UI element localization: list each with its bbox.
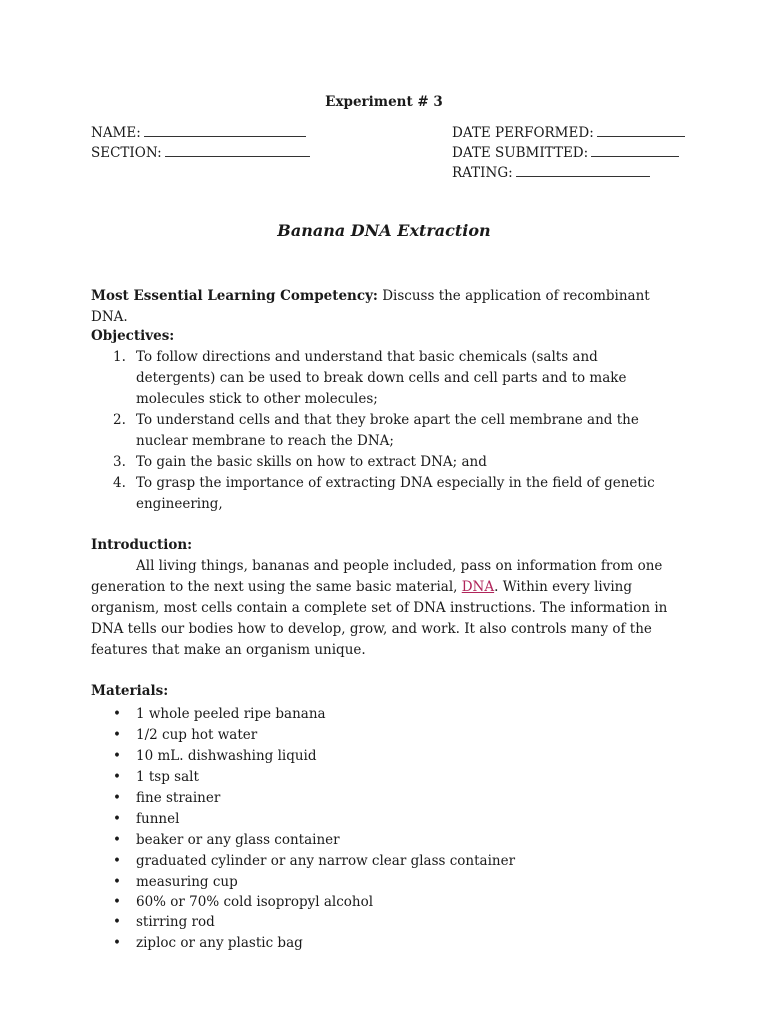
material-item [91,872,681,893]
rating-blank [516,164,650,177]
date-performed-field [452,124,685,141]
material-item [91,933,681,954]
introduction-text: All living things, bananas and people included, pass on information from one generation to the next using the same basic material, [91,558,663,595]
material-text: stirring rod [136,914,215,930]
bullet: • [113,748,121,764]
section-blank [165,144,310,157]
objective-text: To grasp the importance of extracting DNA especially in the field of genetic engineering, [136,475,655,512]
introduction-section [91,535,681,661]
rating-label: RATING: [452,165,513,181]
material-text: ziploc or any plastic bag [136,935,303,951]
material-text: 1/2 cup hot water [136,727,258,743]
section-field [91,144,310,161]
name-field [91,124,306,141]
materials-heading: Materials: [91,683,169,699]
material-text: fine strainer [136,790,221,806]
bullet: • [113,853,121,869]
bullet: • [113,706,121,722]
section-label: SECTION: [91,145,162,161]
bullet: • [113,811,121,827]
material-text: 60% or 70% cold isopropyl alcohol [136,894,374,910]
name-blank [144,124,306,137]
material-item [91,912,681,933]
material-text: measuring cup [136,874,238,890]
introduction-text-continued: . Within every living organism, most cells contain a complete set of DNA instructions. The information in DNA tells our bodies how to develop, grow, and work. It also controls many of the features that make an organism unique. [91,579,668,658]
material-text: 1 tsp salt [136,769,199,785]
bullet: • [113,790,121,806]
material-item [91,809,681,830]
bullet: • [113,914,121,930]
material-item [91,704,681,725]
material-item [91,851,681,872]
rating-field [452,164,650,181]
material-item [91,725,681,746]
experiment-title: Experiment # 3 [325,94,443,110]
material-text: beaker or any glass container [136,832,340,848]
objective-number: 2. [113,412,126,428]
bullet: • [113,727,121,743]
objective-item [91,347,681,410]
bullet: • [113,769,121,785]
introduction-paragraph [91,556,681,661]
material-item [91,767,681,788]
objective-number: 1. [113,349,126,365]
competency [91,286,681,328]
material-text: 10 mL. dishwashing liquid [136,748,317,764]
introduction-heading: Introduction: [91,537,193,553]
objective-item [91,452,681,473]
bullet: • [113,874,121,890]
objective-text: To gain the basic skills on how to extract DNA; and [136,454,487,470]
material-item [91,893,681,912]
name-label: NAME: [91,125,141,141]
date-performed-blank [597,124,685,137]
bullet: • [113,832,121,848]
material-item [91,746,681,767]
objective-text: To follow directions and understand that basic chemicals (salts and detergents) can be used to break down cells and cell parts and to make molecules stick to other molecules; [136,349,627,407]
date-submitted-label: DATE SUBMITTED: [452,145,589,161]
dna-link[interactable]: DNA [461,579,495,595]
date-submitted-blank [591,144,679,157]
objectives-section [91,326,681,515]
competency-label: Most Essential Learning Competency: [91,288,378,304]
material-item [91,788,681,809]
material-text: funnel [136,811,180,827]
objective-item [91,410,681,452]
bullet: • [113,935,121,951]
date-submitted-field [452,144,679,161]
competency-text: Discuss the application of recombinant DNA. [91,288,650,325]
material-item [91,830,681,851]
material-text: 1 whole peeled ripe banana [136,706,326,722]
objective-number: 3. [113,454,126,470]
objective-number: 4. [113,475,126,491]
bullet: • [113,894,121,910]
date-performed-label: DATE PERFORMED: [452,125,594,141]
materials-section [91,681,681,954]
objective-item [91,473,681,515]
objective-text: To understand cells and that they broke apart the cell membrane and the nuclear membrane to reach the DNA; [136,412,639,449]
objectives-heading: Objectives: [91,328,175,344]
material-text: graduated cylinder or any narrow clear glass container [136,853,516,869]
document-title: Banana DNA Extraction [277,221,491,240]
